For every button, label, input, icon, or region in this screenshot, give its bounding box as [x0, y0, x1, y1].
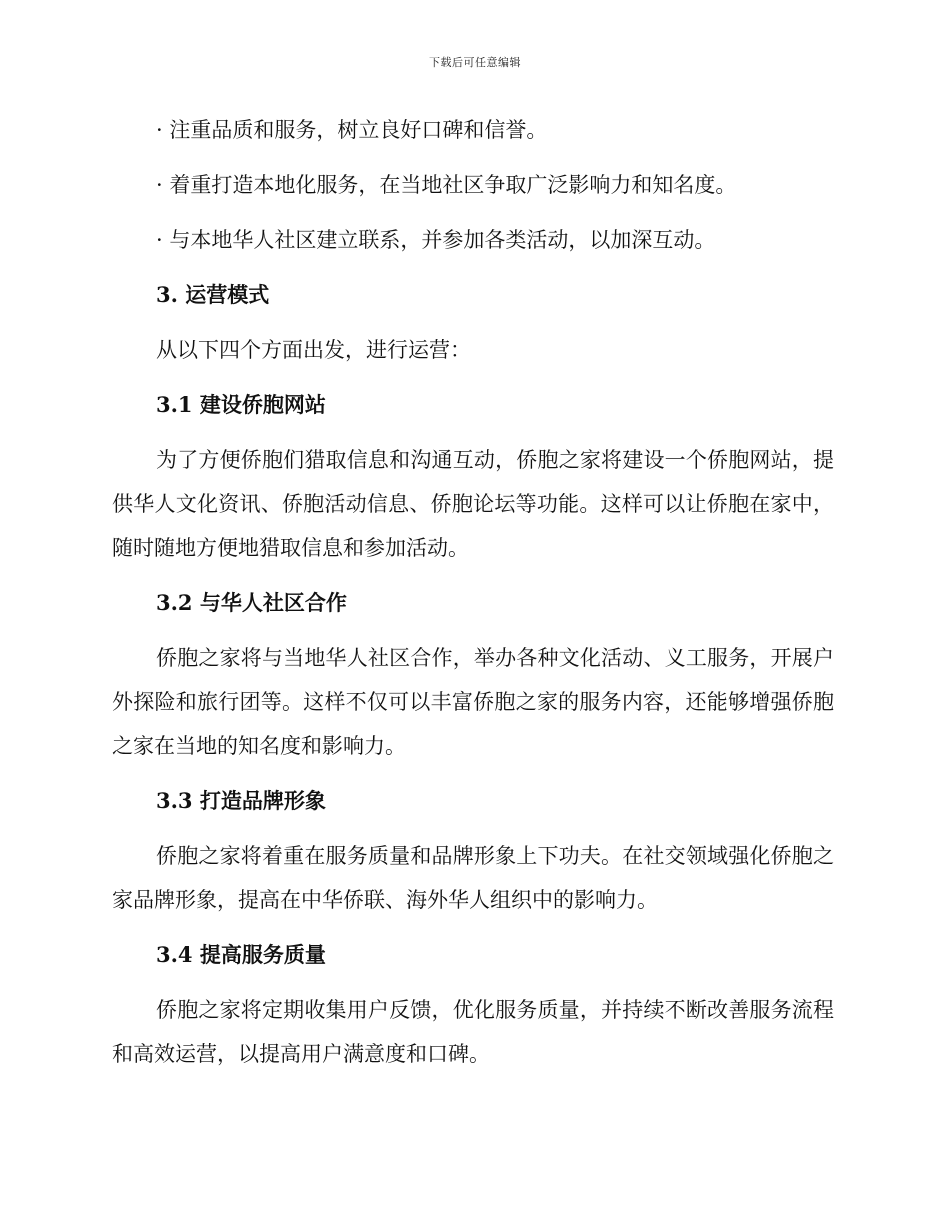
subsection-heading: 3.2 与华人社区合作: [156, 590, 347, 615]
bullet-item: · 注重品质和服务，树立良好口碑和信誉。: [156, 118, 548, 142]
section-heading: 3. 运营模式: [156, 282, 270, 307]
subsection-heading: 3.1 建设侨胞网站: [156, 392, 326, 417]
bullet-item: · 着重打造本地化服务，在当地社区争取广泛影响力和知名度。: [156, 173, 737, 197]
section-intro: 从以下四个方面出发，进行运营：: [156, 338, 471, 362]
subsection-paragraph: 侨胞之家将着重在服务质量和品牌形象上下功夫。在社交领域强化侨胞之家品牌形象，提高在中华侨联、海外华人组织中的影响力。: [112, 844, 834, 912]
subsection-paragraph: 为了方便侨胞们猎取信息和沟通互动，侨胞之家将建设一个侨胞网站，提供华人文化资讯、侨胞活动信息、侨胞论坛等功能。这样可以让侨胞在家中，随时随地方便地猎取信息和参加活动。: [112, 448, 834, 560]
subsection-heading: 3.3 打造品牌形象: [156, 788, 326, 813]
subsection-heading: 3.4 提高服务质量: [156, 942, 326, 967]
bullet-item: · 与本地华人社区建立联系，并参加各类活动，以加深互动。: [156, 228, 716, 252]
subsection-paragraph: 侨胞之家将定期收集用户反馈，优化服务质量，并持续不断改善服务流程和高效运营，以提高用户满意度和口碑。: [112, 998, 834, 1066]
page-header: 下载后可任意编辑: [429, 56, 521, 69]
subsection-paragraph: 侨胞之家将与当地华人社区合作，举办各种文化活动、义工服务，开展户外探险和旅行团等。这样不仅可以丰富侨胞之家的服务内容，还能够增强侨胞之家在当地的知名度和影响力。: [112, 646, 834, 758]
document-body: [112, 108, 834, 1076]
